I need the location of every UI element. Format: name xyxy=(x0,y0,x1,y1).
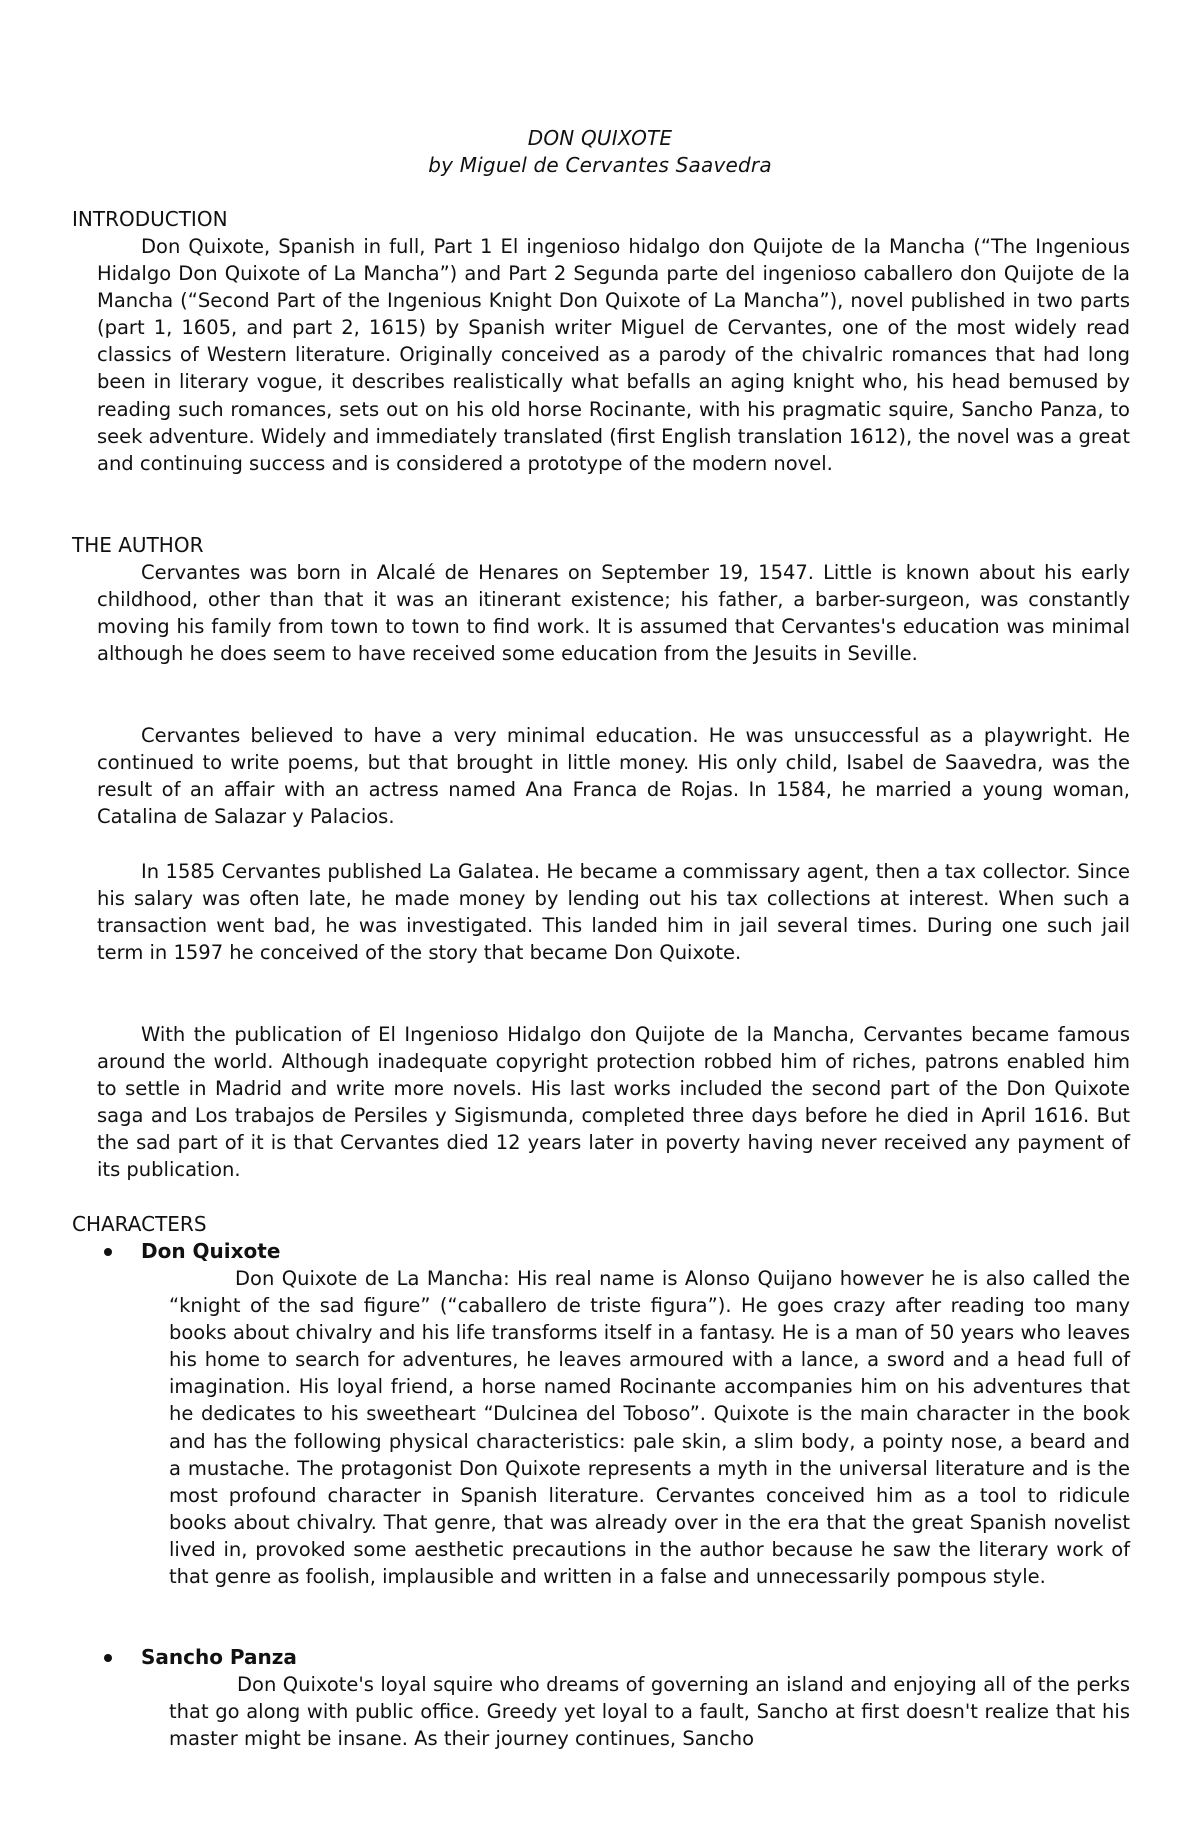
author-paragraph: With the publication of El Ingenioso Hidalgo don Quijote de la Mancha, Cervantes became famous around the world. Although inadequate copyright protection robbed him of riches, patrons enabled him to settle in Madrid and write more novels. His last works included the second part of the Don Quixote saga and Los trabajos de Persiles y Sigismunda, completed three days before he died in April 1616. But the sad part of it is that Cervantes died 12 years later in poverty having never received any payment of its publication. xyxy=(97,1023,1130,1182)
bullet-icon xyxy=(104,1654,112,1662)
section-heading-characters: CHARACTERS xyxy=(72,1212,207,1236)
character-description: Don Quixote's loyal squire who dreams of governing an island and enjoying all of the perks that go along with public office. Greedy yet loyal to a fault, Sancho at first doesn't realize that his master might be insane. As their journey continues, Sancho xyxy=(169,1673,1130,1751)
document-title: DON QUIXOTE xyxy=(527,126,673,150)
section-heading-author: THE AUTHOR xyxy=(72,533,204,557)
introduction-paragraph: Don Quixote, Spanish in full, Part 1 El ingenioso hidalgo don Quijote de la Mancha (“The Ingenious Hidalgo Don Quixote of La Mancha”) and Part 2 Segunda parte del ingenioso caballero don Quijote de la Mancha (“Second Part of the Ingenious Knight Don Quixote of La Mancha”), novel published in two parts (part 1, 1605, and part 2, 1615) by Spanish writer Miguel de Cervantes, one of the most widely read classics of Western literature. Originally conceived as a parody of the chivalric romances that had long been in literary vogue, it describes realistically what befalls an aging knight who, his head bemused by reading such romances, sets out on his old horse Rocinante, with his pragmatic squire, Sancho Panza, to seek adventure. Widely and immediately translated (first English translation 1612), the novel was a great and continuing success and is considered a prototype of the modern novel. xyxy=(97,235,1131,475)
character-name: Sancho Panza xyxy=(141,1645,297,1669)
character-description: Don Quixote de La Mancha: His real name is Alonso Quijano however he is also called the “knight of the sad figure” (“caballero de triste figura”). He goes crazy after reading too many books about chivalry and his life transforms itself in a fantasy. He is a man of 50 years who leaves his home to search for adventures, he leaves armoured with a lance, a sword and a head full of imagination. His loyal friend, a horse named Rocinante accompanies him on his adventures that he dedicates to his sweetheart “Dulcinea del Toboso”. Quixote is the main character in the book and has the following physical characteristics: pale skin, a slim body, a pointy nose, a beard and a mustache. The protagonist Don Quixote represents a myth in the universal literature and is the most profound character in Spanish literature. Cervantes conceived him as a tool to ridicule books about chivalry. That genre, that was already over in the era that the great Spanish novelist lived in, provoked some aesthetic precautions in the author because he saw the literary work of that genre as foolish, implausible and written in a false and unnecessarily pompous style. xyxy=(169,1267,1130,1589)
author-paragraph: Cervantes believed to have a very minimal education. He was unsuccessful as a playwright. He continued to write poems, but that brought in little money. His only child, Isabel de Saavedra, was the result of an affair with an actress named Ana Franca de Rojas. In 1584, he married a young woman, Catalina de Salazar y Palacios. xyxy=(97,724,1130,829)
author-paragraph: In 1585 Cervantes published La Galatea. He became a commissary agent, then a tax collector. Since his salary was often late, he made money by lending out his tax collections at interest. When such a transaction went bad, he was investigated. This landed him in jail several times. During one such jail term in 1597 he conceived of the story that became Don Quixote. xyxy=(97,860,1130,965)
section-heading-introduction: INTRODUCTION xyxy=(72,207,228,231)
character-name: Don Quixote xyxy=(141,1239,281,1263)
bullet-icon xyxy=(104,1248,112,1256)
author-paragraph: Cervantes was born in Alcalé de Henares on September 19, 1547. Little is known about his early childhood, other than that it was an itinerant existence; his father, a barber-surgeon, was constantly moving his family from town to town to find work. It is assumed that Cervantes's education was minimal although he does seem to have received some education from the Jesuits in Seville. xyxy=(97,561,1130,666)
document-byline: by Miguel de Cervantes Saavedra xyxy=(428,153,772,177)
